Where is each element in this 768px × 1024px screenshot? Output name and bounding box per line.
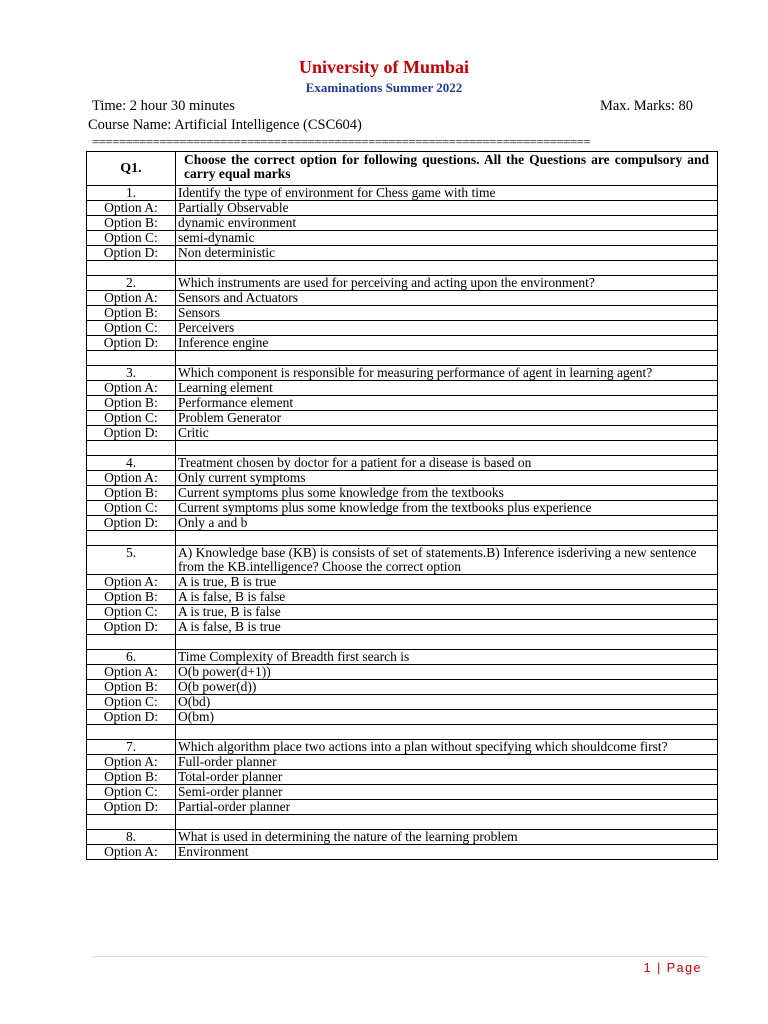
- option-text: Semi-order planner: [176, 785, 718, 800]
- question-text: What is used in determining the nature of the learning problem: [176, 830, 718, 845]
- question-number: 2.: [87, 276, 176, 291]
- option-row: [87, 516, 718, 531]
- option-row: [87, 710, 718, 725]
- question-instruction: Choose the correct option for following questions. All the Questions are compulsory and carry equal marks: [176, 152, 718, 186]
- option-row: [87, 695, 718, 710]
- option-row: [87, 605, 718, 620]
- option-row: [87, 770, 718, 785]
- spacer-cell: [87, 635, 176, 650]
- spacer-row: [87, 441, 718, 456]
- option-text: O(bd): [176, 695, 718, 710]
- option-text: A is false, B is true: [176, 620, 718, 635]
- option-row: [87, 575, 718, 590]
- option-text: Performance element: [176, 396, 718, 411]
- spacer-cell: [176, 351, 718, 366]
- option-row: [87, 336, 718, 351]
- option-text: Sensors and Actuators: [176, 291, 718, 306]
- question-row: [87, 546, 718, 575]
- option-label: Option A:: [87, 471, 176, 486]
- question-number: 8.: [87, 830, 176, 845]
- question-row: [87, 186, 718, 201]
- option-label: Option A:: [87, 201, 176, 216]
- option-text: semi-dynamic: [176, 231, 718, 246]
- option-label: Option C:: [87, 321, 176, 336]
- question-row: [87, 456, 718, 471]
- spacer-row: [87, 725, 718, 740]
- question-number: 1.: [87, 186, 176, 201]
- spacer-cell: [176, 635, 718, 650]
- page-footer: [644, 961, 702, 975]
- page-number: 1: [643, 961, 653, 975]
- spacer-cell: [176, 725, 718, 740]
- option-label: Option B:: [87, 680, 176, 695]
- option-label: Option A:: [87, 665, 176, 680]
- option-label: Option D:: [87, 800, 176, 815]
- option-text: Current symptoms plus some knowledge from the textbooks: [176, 486, 718, 501]
- option-row: [87, 411, 718, 426]
- option-label: Option D:: [87, 620, 176, 635]
- page-label: Page: [666, 961, 702, 975]
- option-row: [87, 396, 718, 411]
- option-label: Option A:: [87, 381, 176, 396]
- option-text: Perceivers: [176, 321, 718, 336]
- option-text: Partial-order planner: [176, 800, 718, 815]
- option-text: A is true, B is true: [176, 575, 718, 590]
- option-row: [87, 471, 718, 486]
- option-label: Option A:: [87, 575, 176, 590]
- question-row: [87, 830, 718, 845]
- option-text: Only current symptoms: [176, 471, 718, 486]
- option-label: Option B:: [87, 770, 176, 785]
- question-number: 5.: [87, 546, 176, 575]
- spacer-cell: [176, 441, 718, 456]
- option-label: Option C:: [87, 605, 176, 620]
- question-row: [87, 740, 718, 755]
- option-label: Option B:: [87, 216, 176, 231]
- option-row: [87, 201, 718, 216]
- option-row: [87, 246, 718, 261]
- option-row: [87, 755, 718, 770]
- footer-divider: [92, 956, 708, 957]
- footer-separator: |: [657, 961, 662, 975]
- question-group-label: Q1.: [87, 152, 176, 186]
- option-row: [87, 845, 718, 860]
- option-row: [87, 216, 718, 231]
- question-header-row: [87, 152, 718, 186]
- option-text: Problem Generator: [176, 411, 718, 426]
- question-text: Which component is responsible for measuring performance of agent in learning agent?: [176, 366, 718, 381]
- option-row: [87, 426, 718, 441]
- option-text: Only a and b: [176, 516, 718, 531]
- spacer-cell: [87, 725, 176, 740]
- question-text: Identify the type of environment for Chess game with time: [176, 186, 718, 201]
- exam-time: Time: 2 hour 30 minutes: [92, 98, 235, 114]
- spacer-cell: [87, 441, 176, 456]
- option-label: Option C:: [87, 501, 176, 516]
- option-row: [87, 680, 718, 695]
- spacer-row: [87, 815, 718, 830]
- spacer-row: [87, 351, 718, 366]
- option-label: Option D:: [87, 336, 176, 351]
- option-text: Current symptoms plus some knowledge from the textbooks plus experience: [176, 501, 718, 516]
- spacer-row: [87, 635, 718, 650]
- spacer-row: [87, 261, 718, 276]
- option-row: [87, 665, 718, 680]
- separator-line: ==========================================================================: [92, 134, 591, 149]
- option-row: [87, 590, 718, 605]
- question-number: 7.: [87, 740, 176, 755]
- option-text: A is true, B is false: [176, 605, 718, 620]
- question-row: [87, 276, 718, 291]
- option-label: Option C:: [87, 411, 176, 426]
- option-label: Option A:: [87, 291, 176, 306]
- question-row: [87, 366, 718, 381]
- option-text: O(bm): [176, 710, 718, 725]
- spacer-cell: [87, 351, 176, 366]
- university-title: University of Mumbai: [299, 57, 469, 77]
- spacer-cell: [176, 531, 718, 546]
- question-row: [87, 650, 718, 665]
- option-text: Inference engine: [176, 336, 718, 351]
- spacer-cell: [87, 531, 176, 546]
- question-number: 6.: [87, 650, 176, 665]
- option-label: Option D:: [87, 246, 176, 261]
- option-row: [87, 620, 718, 635]
- option-text: O(b power(d)): [176, 680, 718, 695]
- max-marks: Max. Marks: 80: [599, 98, 693, 114]
- spacer-row: [87, 531, 718, 546]
- option-text: Partially Observable: [176, 201, 718, 216]
- question-text: Time Complexity of Breadth first search is: [176, 650, 718, 665]
- questions-table-body: [87, 152, 718, 860]
- option-label: Option B:: [87, 396, 176, 411]
- option-row: [87, 291, 718, 306]
- option-text: O(b power(d+1)): [176, 665, 718, 680]
- option-label: Option C:: [87, 231, 176, 246]
- spacer-cell: [176, 815, 718, 830]
- course-name: Course Name: Artificial Intelligence (CSC604): [88, 117, 362, 133]
- spacer-cell: [87, 815, 176, 830]
- option-text: Non deterministic: [176, 246, 718, 261]
- question-text: A) Knowledge base (KB) is consists of set of statements.B) Inference isderiving a new sentence from the KB.intelligence? Choose the correct option: [176, 546, 718, 575]
- option-text: Sensors: [176, 306, 718, 321]
- questions-table: [86, 151, 718, 860]
- option-label: Option B:: [87, 306, 176, 321]
- spacer-cell: [87, 261, 176, 276]
- option-row: [87, 381, 718, 396]
- question-text: Which algorithm place two actions into a plan without specifying which shouldcome first?: [176, 740, 718, 755]
- question-text: Treatment chosen by doctor for a patient for a disease is based on: [176, 456, 718, 471]
- option-row: [87, 486, 718, 501]
- question-text: Which instruments are used for perceiving and acting upon the environment?: [176, 276, 718, 291]
- option-label: Option D:: [87, 426, 176, 441]
- option-row: [87, 785, 718, 800]
- question-number: 4.: [87, 456, 176, 471]
- option-row: [87, 800, 718, 815]
- question-number: 3.: [87, 366, 176, 381]
- option-text: dynamic environment: [176, 216, 718, 231]
- option-label: Option B:: [87, 486, 176, 501]
- option-text: Full-order planner: [176, 755, 718, 770]
- option-row: [87, 231, 718, 246]
- option-text: Learning element: [176, 381, 718, 396]
- option-label: Option A:: [87, 755, 176, 770]
- option-label: Option A:: [87, 845, 176, 860]
- option-label: Option D:: [87, 516, 176, 531]
- option-label: Option B:: [87, 590, 176, 605]
- option-row: [87, 321, 718, 336]
- option-text: A is false, B is false: [176, 590, 718, 605]
- option-text: Critic: [176, 426, 718, 441]
- option-row: [87, 501, 718, 516]
- option-text: Total-order planner: [176, 770, 718, 785]
- option-text: Environment: [176, 845, 718, 860]
- option-label: Option C:: [87, 785, 176, 800]
- option-label: Option D:: [87, 710, 176, 725]
- option-row: [87, 306, 718, 321]
- spacer-cell: [176, 261, 718, 276]
- option-label: Option C:: [87, 695, 176, 710]
- exam-subtitle: Examinations Summer 2022: [305, 80, 463, 95]
